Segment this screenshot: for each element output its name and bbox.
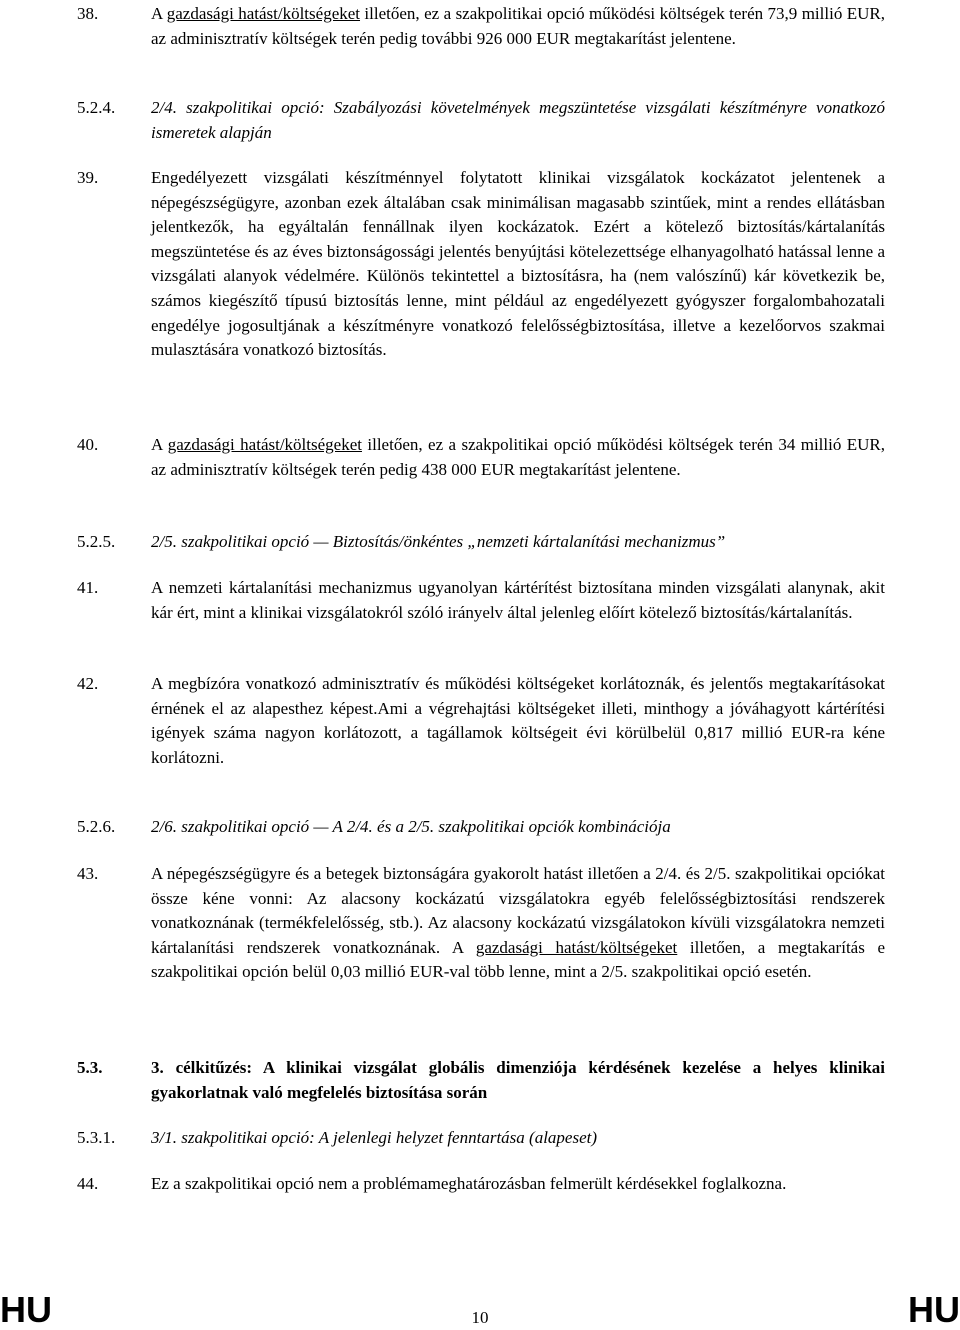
impact-link[interactable]: gazdasági hatást/költségeket	[167, 435, 362, 454]
section-heading-5-2-5	[77, 530, 885, 555]
paragraph-43	[77, 862, 885, 985]
paragraph-text: A gazdasági hatást/költségeket illetően, ez a szakpolitikai opció működési költségek terén 73,9 millió EUR, az adminisztratív költségek terén pedig további 926 000 EUR megtakarítást jelentene.	[151, 4, 885, 48]
section-heading-5-2-6	[77, 815, 885, 840]
section-number: 5.2.5.	[77, 532, 116, 551]
paragraph-text: Engedélyezett vizsgálati készítménnyel folytatott klinikai vizsgálatok kockázatot jelentenek a népegészségügyre, azonban ezek általában csak minimálisan magasabb szintűek, mint a rendes ellátásban jelentkezők, ha egyáltalán fennállnak ilyen kockázatok. Ezért a kötelező biztosítás/kártalanítás megszüntetése és az éves biztonságossági jelentés benyújtási kötelezettsége elhanyagolható hatással lenne a vizsgálati alanyok védelmére. Különös tekintettel a biztosításra, ha (nem valószínű) kár következik be, számos kiegészítő típusú biztosítás lenne, mint például az engedélyezett gyógyszer forgalombahozatali engedélye jogosultjának a készítményre vonatkozó felelősségbiztosítása, illetve a kezelőorvos szakmai mulasztására vonatkozó biztosítás.	[151, 168, 885, 360]
section-heading-5-2-4	[77, 96, 885, 145]
section-title: 3/1. szakpolitikai opció: A jelenlegi helyzet fenntartása (alapeset)	[151, 1128, 598, 1147]
page-number: 10	[471, 1308, 489, 1327]
paragraph-44	[77, 1172, 885, 1197]
section-number: 5.2.4.	[77, 98, 116, 117]
paragraph-text: Ez a szakpolitikai opció nem a problémameghatározásban felmerült kérdésekkel foglalkozna.	[151, 1174, 787, 1193]
paragraph-38	[77, 2, 885, 51]
paragraph-text: A népegészségügyre és a betegek biztonságára gyakorolt hatást illetően a 2/4. és 2/5. szakpolitikai opciókat össze kéne vonni: Az alacsony kockázatú vizsgálatokra egyéb felelősségbiztosítási rendszerek vonatkoznának (termékfelelősség, stb.). Az alacsony kockázatú vizsgálatokon kívüli vizsgálatokra nemzeti kártalanítási rendszerek vonatkoznának. A gazdasági hatást/költségeket illetően, a megtakarítás e szakpolitikai opción belül 0,03 millió EUR-val több lenne, mint a 2/5. szakpolitikai opció esetén.	[151, 864, 886, 982]
paragraph-39	[77, 166, 885, 363]
paragraph-text: A gazdasági hatást/költségeket illetően, ez a szakpolitikai opció működési költségek terén 34 millió EUR, az adminisztratív költségek terén pedig 438 000 EUR megtakarítást jelentene.	[151, 435, 886, 479]
paragraph-41	[77, 576, 885, 625]
section-number: 5.2.6.	[77, 817, 116, 836]
section-title: 2/5. szakpolitikai opció — Biztosítás/önkéntes „nemzeti kártalanítási mechanizmus”	[151, 532, 726, 551]
paragraph-40	[77, 433, 885, 482]
section-heading-5-3	[77, 1056, 885, 1105]
section-number: 5.3.1.	[77, 1128, 116, 1147]
impact-link[interactable]: gazdasági hatást/költségeket	[166, 4, 361, 23]
paragraph-number: 40.	[77, 435, 99, 454]
section-title: 2/4. szakpolitikai opció: Szabályozási követelmények megszüntetése vizsgálati készítményre vonatkozó ismeretek alapján	[151, 98, 885, 142]
paragraph-number: 44.	[77, 1174, 99, 1193]
paragraph-text: A megbízóra vonatkozó adminisztratív és működési költségeket korlátoznák, és jelentős megtakarításokat érnének el az alapesthez képest.Ami a végrehajtási költségeket illeti, minthogy a jóváhagyott kártérítési igények száma nagyon korlátozott, a tagállamok költségeit évi körülbelül 0,817 millió EUR-ra kéne korlátozni.	[151, 674, 885, 767]
impact-link[interactable]: gazdasági hatást/költségeket	[475, 937, 678, 957]
footer-language-right: HU	[908, 1289, 960, 1330]
paragraph-number: 42.	[77, 674, 99, 693]
section-heading-5-3-1	[77, 1126, 885, 1151]
paragraph-number: 39.	[77, 168, 99, 187]
paragraph-42	[77, 672, 885, 770]
footer-language-left: HU	[0, 1289, 52, 1330]
section-number: 5.3.	[77, 1058, 103, 1077]
paragraph-text: A nemzeti kártalanítási mechanizmus ugyanolyan kártérítést biztosítana minden vizsgálati alanynak, akit kár ért, mint a klinikai vizsgálatokról szóló irányelv által jelenleg előírt kötelező biztosítás/kártalanítás.	[151, 578, 885, 622]
paragraph-number: 41.	[77, 578, 99, 597]
paragraph-number: 38.	[77, 4, 99, 23]
section-title: 3. célkitűzés: A klinikai vizsgálat globális dimenziója kérdésének kezelése a helyes klinikai gyakorlatnak való megfelelés biztosítása során	[151, 1058, 885, 1102]
paragraph-number: 43.	[77, 864, 99, 883]
section-title: 2/6. szakpolitikai opció — A 2/4. és a 2/5. szakpolitikai opciók kombinációja	[151, 817, 671, 836]
